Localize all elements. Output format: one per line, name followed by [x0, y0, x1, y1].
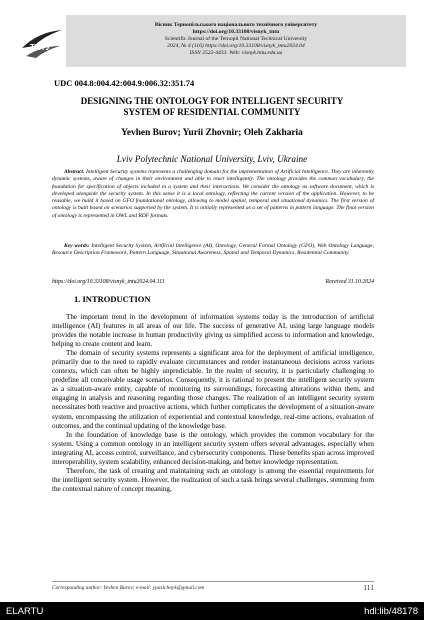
journal-issue: 2024, № 4 (116) https://doi.org/10.33108/visnyk_tntu2024.04 [167, 43, 305, 49]
paragraph: The domain of security systems represents a significant area for the deployment of artificial intelligence, primarily due to the need to rapidly evaluate circumstances and render instantaneous decisions across various contexts, which can often be highly unpredictable. In the realm of security, it is particularly challenging to predefine all conceivable usage scenarios. Consequently, it is rational to present the intelligent security system as a situation-aware entity, capable of monitoring its surroundings, forecasting alterations within them, and engaging in analysis and reasoning regarding those changes. The realization of an intelligent security system necessitates both reactive and proactive actions, which further complicates the development of a situation-aware system, encompassing the utilization of experiential and contextual knowledge, real-time actions, evaluation of outcomes, and the continual updating of the knowledge base. [52, 349, 374, 430]
body-text [52, 313, 374, 494]
paper-title-line1: DESIGNING THE ONTOLOGY FOR INTELLIGENT SECURITY [80, 96, 344, 106]
repository-bar [0, 602, 424, 620]
authors: Yevhen Burov; Yurii Zhovnir; Oleh Zakharia [121, 128, 303, 138]
paper-title-line2: SYSTEM OF RESIDENTIAL COMMUNITY [123, 107, 301, 117]
keywords-label: Key words: [64, 243, 90, 249]
repository-name: ELARTU [6, 606, 44, 617]
keywords [52, 243, 374, 258]
page-number: 111 [363, 583, 374, 592]
journal-name-ua: Вісник Тернопільського національного технічного університету [154, 22, 318, 28]
paragraph: In the foundation of knowledge base is the ontology, which provides the common vocabulary for the system. Using a common ontology in an intelligent security system offers several advantages, especially when integrating AI, access control, surveillance, and cybersecurity components. These benefits span across improved interoperability, system scalability, enhanced decision-making, and better knowledge representation. [52, 430, 374, 466]
paragraph: The important trend in the development of information systems today is the introduction of artificial intelligence (AI) features in all areas of our life. The success of generative AI, using large language models provides the notable increase in human productivity giving us simplified access to information and knowledge, helping to create content and learn. [52, 313, 374, 349]
article-doi-row [52, 279, 374, 285]
journal-logo-icon [20, 26, 64, 62]
journal-issn: ISSN 2522-4433. Web: visnyk.tntu.edu.ua [189, 50, 283, 56]
abstract-label: Abstract. [64, 169, 85, 175]
udc-code: UDC 004.8:004.42:004.9:006.32:351.74 [54, 78, 195, 88]
corresponding-author: Corresponding author: Yevhen Burov; e-mail: ypasichnyk@gmail.com [52, 585, 205, 591]
abstract-text: Intelligent Security systems represents a challenging domain for the implementation of Artificial Intelligence. They are inherently dynamic systems, aware of changes in their environment and able to react intelligently. The ontology provides the common vocabulary, the foundation for specification of objects included in a system and their interactions. We consider the ontology as software document, which is developed alongside the security system. In this sense it is a local ontology, reflecting the current version of the application. However, to be reusable, we build it based on GFO foundational ontology, allowing to model spatial, temporal and situational dynamics. The first version of ontology is built based on scenarios supported by the system. It is initially represented as a set of patterns in pattern language. The final version of ontology is represented in OWL and RDF formats. [52, 169, 374, 219]
section-heading: 1. INTRODUCTION [74, 294, 151, 304]
repository-handle[interactable]: hdl:lib/48178 [364, 606, 418, 617]
footer-divider [52, 581, 374, 582]
affiliation: Lviv Polytechnic National University, Lviv, Ukraine [116, 154, 308, 164]
logo-text: ТНТУ [30, 43, 51, 52]
received-date: Received 31.10.2024 [325, 279, 374, 285]
page-footer [52, 585, 374, 591]
paragraph: Therefore, the task of creating and maintaining such an ontology is among the essential requirements for the intelligent security system. However, the realization of such a task brings several challenges, stemming from the contextual nature of concept meaning, [52, 466, 374, 493]
journal-name-en: Scientific Journal of the Ternopil National Technical University [164, 36, 308, 42]
journal-doi-link[interactable]: https://doi.org/10.33108/visnyk_tntu [192, 29, 280, 35]
keywords-text: Intelligent Security System, Artificial Intelligence (AI), Ontology, General Formal Ontology (GFO), Web Ontology Language, Resource Description Framework, Pattern Language, Situational Awareness, Spatial and Temporal Dynamics, Residential Community. [52, 243, 374, 257]
article-doi-link[interactable]: https://doi.org/10.33108/visnyk_tntu2024.04.111 [52, 279, 165, 285]
abstract [52, 169, 374, 220]
